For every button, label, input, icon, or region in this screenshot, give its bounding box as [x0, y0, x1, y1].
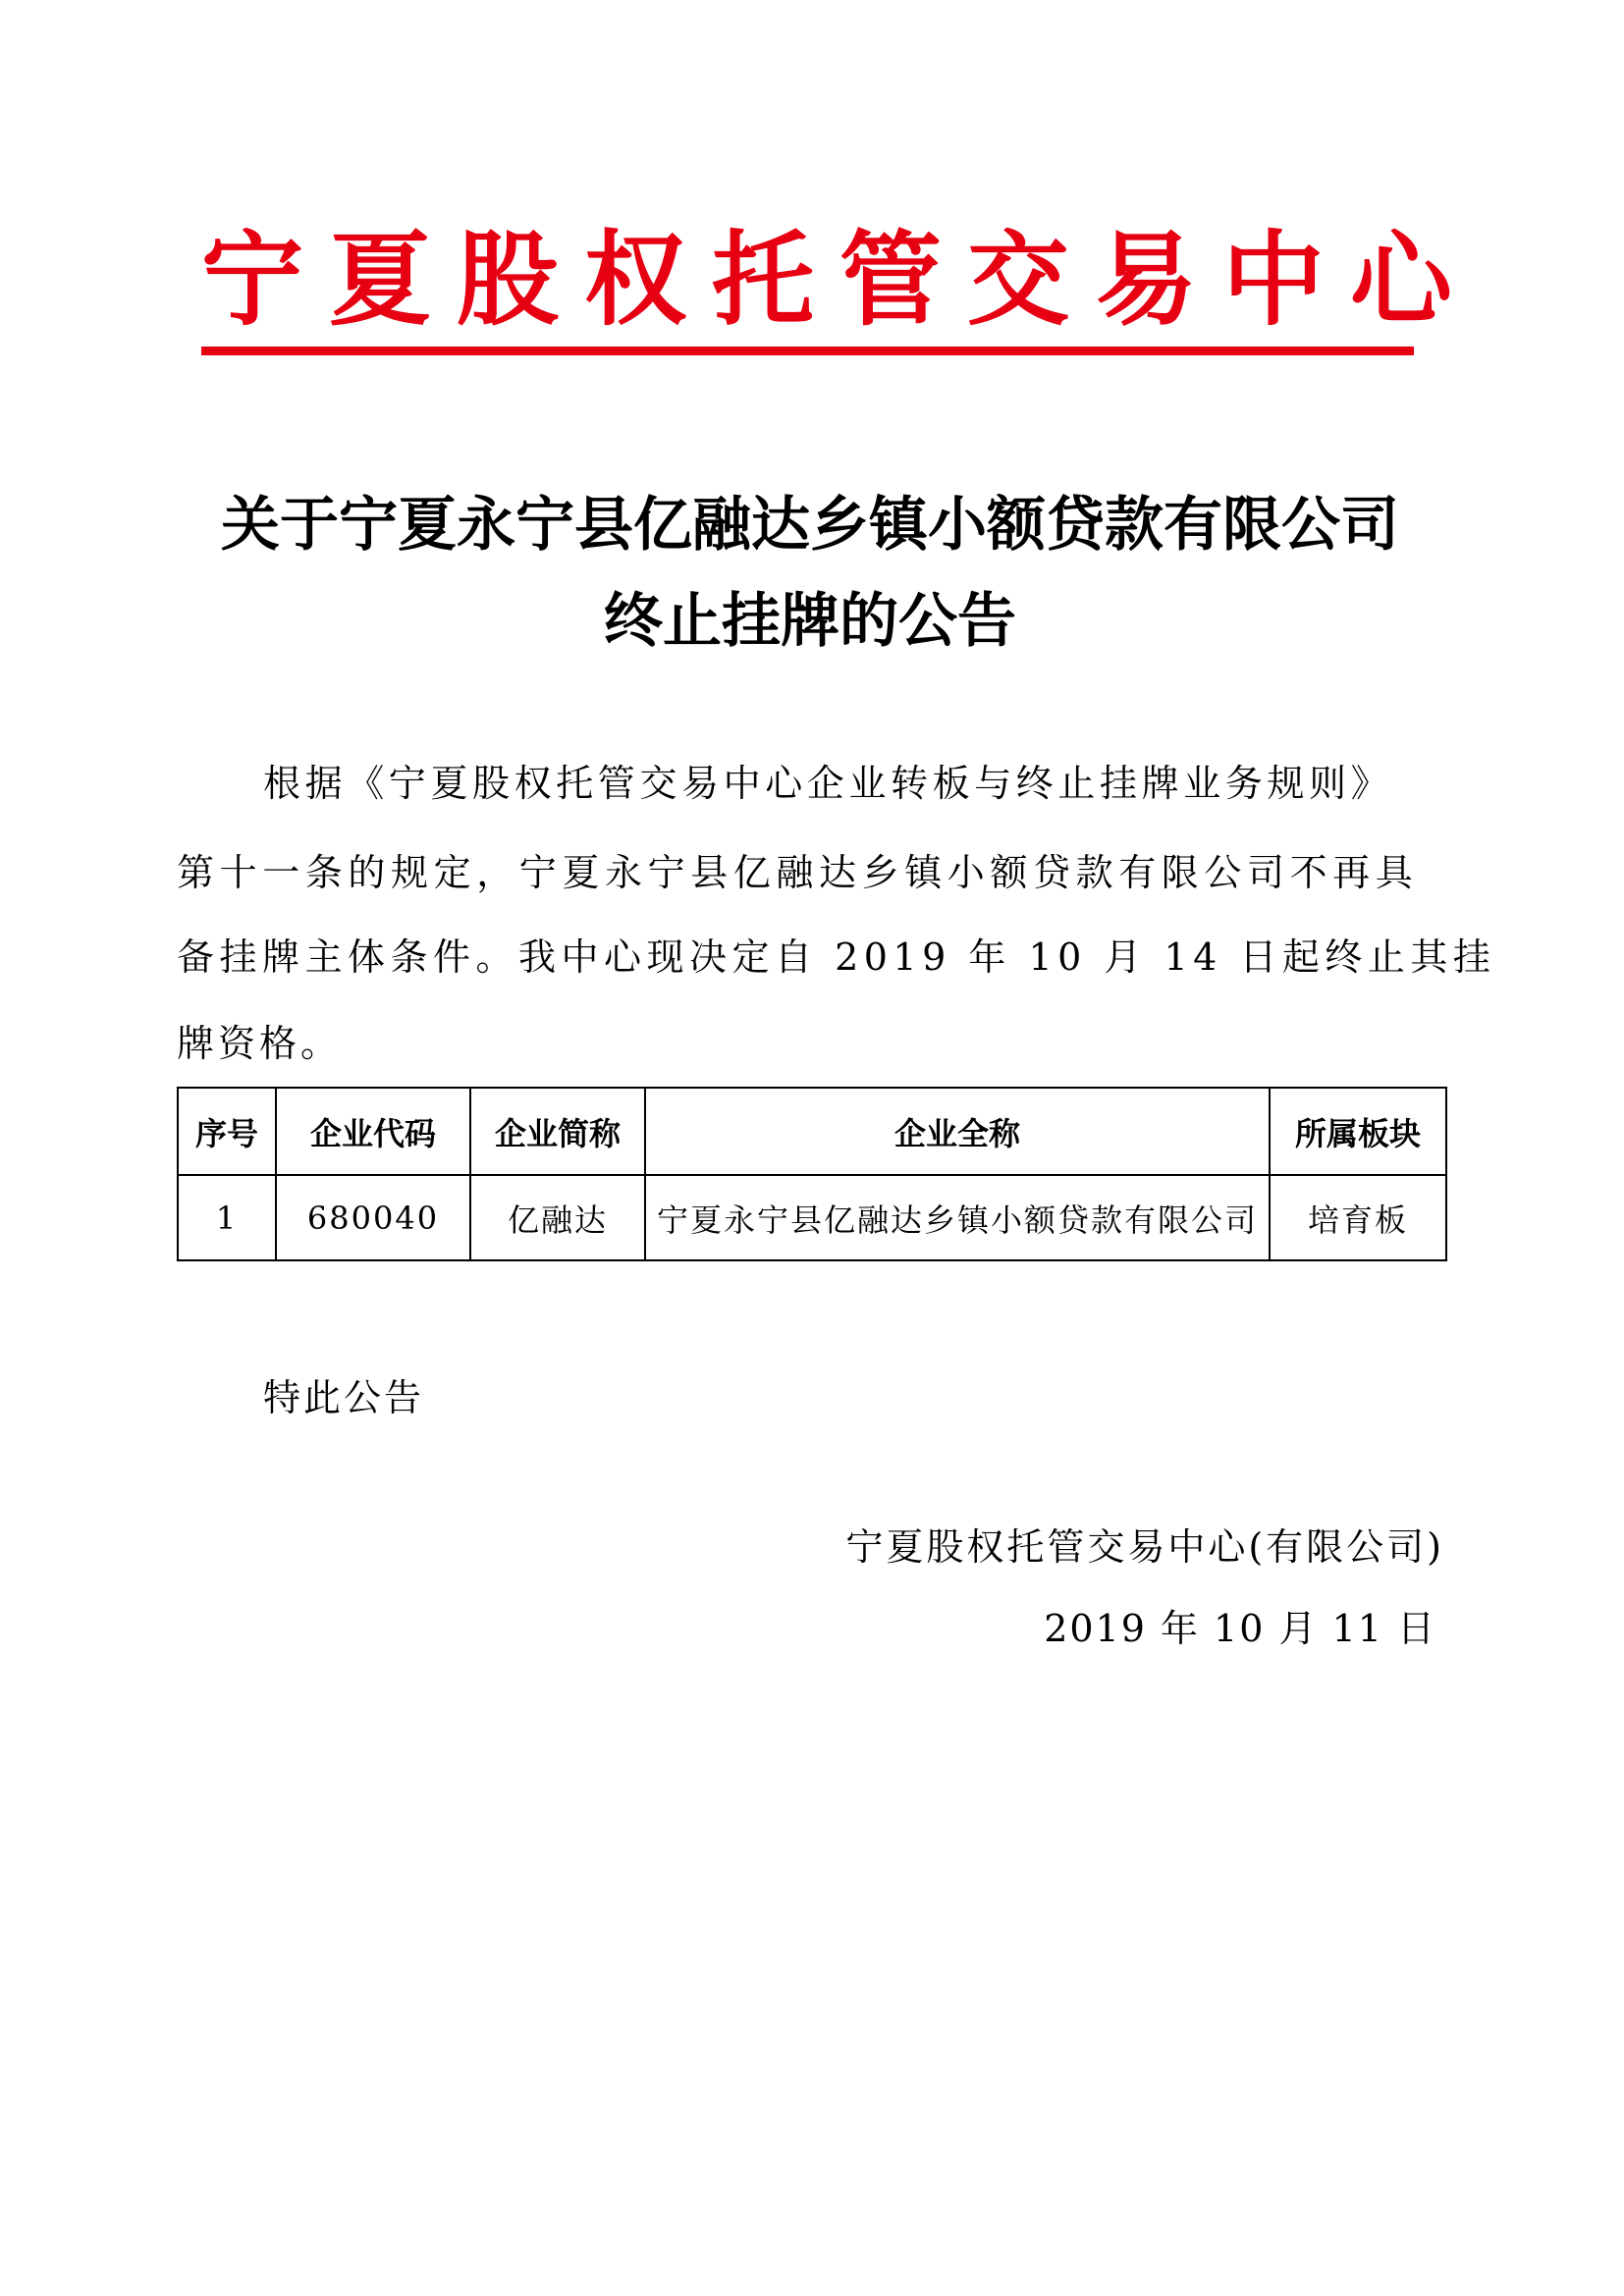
body-line-1: 根据《宁夏股权托管交易中心企业转板与终止挂牌业务规则》	[263, 762, 1393, 805]
cell-full-name: 宁夏永宁县亿融达乡镇小额贷款有限公司	[645, 1175, 1270, 1260]
notice-title-line-2: 终止挂牌的公告	[604, 587, 1016, 656]
red-header-rule	[201, 347, 1414, 355]
cell-code: 680040	[276, 1175, 470, 1260]
header-full-name: 企业全称	[645, 1088, 1270, 1175]
cell-board: 培育板	[1270, 1175, 1446, 1260]
cell-seq: 1	[178, 1175, 276, 1260]
table-header-row	[178, 1088, 1446, 1175]
header-board: 所属板块	[1270, 1088, 1446, 1175]
notice-title-line-1: 关于宁夏永宁县亿融达乡镇小额贷款有限公司	[221, 491, 1399, 560]
org-header-title: 宁夏股权托管交易中心	[201, 219, 1479, 340]
closing-text: 特此公告	[263, 1376, 425, 1419]
header-code: 企业代码	[276, 1088, 470, 1175]
table-row	[178, 1175, 1446, 1260]
body-line-2: 第十一条的规定，宁夏永宁县亿融达乡镇小额贷款有限公司不再具	[177, 851, 1419, 894]
header-seq: 序号	[178, 1088, 276, 1175]
cell-short-name: 亿融达	[470, 1175, 645, 1260]
header-short-name: 企业简称	[470, 1088, 645, 1175]
body-line-3: 备挂牌主体条件。我中心现决定自 2019 年 10 月 14 日起终止其挂	[177, 935, 1496, 979]
signer-name: 宁夏股权托管交易中心(有限公司)	[845, 1525, 1444, 1569]
sign-date: 2019 年 10 月 11 日	[1044, 1607, 1436, 1650]
body-line-4: 牌资格。	[177, 1022, 343, 1065]
delisting-table	[177, 1087, 1447, 1261]
